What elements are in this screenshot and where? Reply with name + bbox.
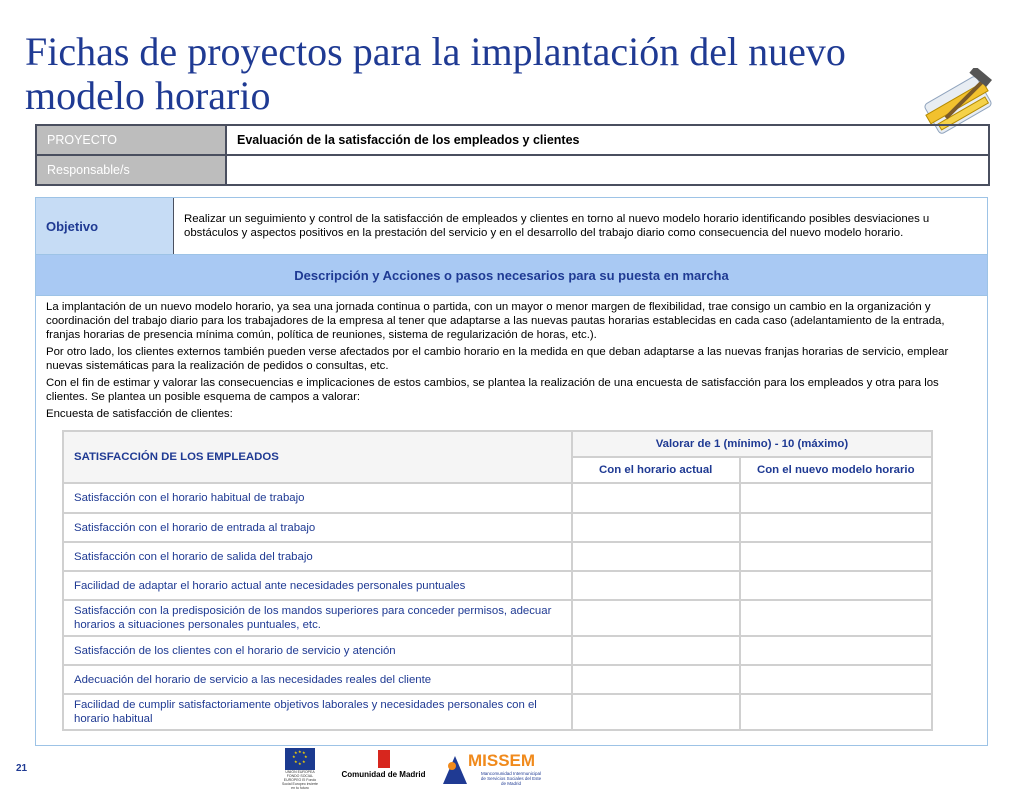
project-label: PROYECTO	[36, 125, 226, 155]
rating-cell-new[interactable]	[740, 542, 932, 571]
rating-cell-new[interactable]	[740, 513, 932, 542]
table-row	[63, 542, 932, 571]
table-row	[63, 665, 932, 694]
objective-row	[36, 198, 987, 255]
objective-text: Realizar un seguimiento y control de la satisfacción de empleados y clientes en torno al nuevo modelo horario identificando posibles desviaciones u obstáculos y aspectos positivos en la prestación del servicio y en el desarrollo del trabajo diario como consecuencia del nuevo modelo horario.	[184, 213, 930, 239]
svg-text:★: ★	[298, 749, 302, 754]
rating-cell-current[interactable]	[572, 665, 740, 694]
survey-row-label: Adecuación del horario de servicio a las necesidades reales del cliente	[63, 665, 572, 694]
svg-text:★: ★	[294, 750, 298, 755]
rating-cell-current[interactable]	[572, 483, 740, 513]
survey-row-label: Facilidad de adaptar el horario actual ante necesidades personales puntuales	[63, 571, 572, 600]
svg-text:★: ★	[302, 759, 306, 764]
rating-cell-new[interactable]	[740, 571, 932, 600]
svg-text:★: ★	[302, 750, 306, 755]
survey-row-label: Facilidad de cumplir satisfactoriamente objetivos laborales y necesidades personales con el horario habitual	[63, 694, 572, 730]
survey-col-new: Con el nuevo modelo horario	[740, 457, 932, 483]
rating-cell-new[interactable]	[740, 694, 932, 730]
svg-text:★: ★	[298, 761, 302, 766]
survey-col-current: Con el horario actual	[572, 457, 740, 483]
survey-row-label: Satisfacción con el horario habitual de trabajo	[63, 483, 572, 513]
survey-header-rating: Valorar de 1 (mínimo) - 10 (máximo)	[572, 431, 932, 457]
survey-header-main: SATISFACCIÓN DE LOS EMPLEADOS	[63, 431, 572, 483]
description-paragraph: La implantación de un nuevo modelo horario, ya sea una jornada continua o partida, con un mayor o menor margen de flexibilidad, trae consigo un cambio en la organización y coordinación del trabajo diario para los trabajadores de la empresa al tener que adaptarse a las nuevas pautas horarias establecidas en cada caso (adelantamiento de la entrada, franjas horarias de presencia mínima común, política de reuniones, sistema de regularización de horas, etc.).	[46, 301, 945, 341]
project-value: Evaluación de la satisfacción de los empleados y clientes	[226, 125, 989, 155]
rating-cell-current[interactable]	[572, 694, 740, 730]
svg-text:★: ★	[294, 759, 298, 764]
table-row	[63, 600, 932, 636]
svg-text:★: ★	[292, 754, 296, 759]
rating-cell-current[interactable]	[572, 571, 740, 600]
missem-mark-icon	[440, 748, 470, 788]
svg-text:★: ★	[304, 754, 308, 759]
description-header: Descripción y Acciones o pasos necesarios para su puesta en marcha	[36, 255, 987, 296]
table-row	[63, 571, 932, 600]
survey-row-label: Satisfacción con el horario de salida del trabajo	[63, 542, 572, 571]
table-row	[63, 483, 932, 513]
missem-logo	[440, 748, 545, 791]
rating-cell-new[interactable]	[740, 665, 932, 694]
comunidad-madrid-text: Comunidad de Madrid	[341, 770, 426, 779]
survey-row-label: Satisfacción con el horario de entrada al trabajo	[63, 513, 572, 542]
project-table	[35, 124, 990, 186]
eu-logo	[280, 748, 320, 791]
eu-flag-icon	[285, 748, 315, 770]
description-paragraph: Con el fin de estimar y valorar las consecuencias e implicaciones de estos cambios, se plantea la realización de una encuesta de satisfacción para los empleados y otra para los clientes. Se plantea un posible esquema de campos a valorar:	[46, 377, 939, 403]
comunidad-madrid-logo	[336, 748, 431, 791]
page-number: 21	[16, 763, 28, 774]
table-row	[63, 694, 932, 730]
rating-cell-new[interactable]	[740, 483, 932, 513]
rating-cell-current[interactable]	[572, 600, 740, 636]
description-paragraph: Por otro lado, los clientes externos también pueden verse afectados por el cambio horario en la medida en que deban adaptarse a las nuevas franjas horarias de servicio, emplear nuevas sistemáticas para la realización de pedidos o consultas, etc.	[46, 346, 949, 372]
rating-cell-current[interactable]	[572, 542, 740, 571]
missem-name: MISSEM	[468, 751, 536, 770]
eu-text: UNIÓN EUROPEA FONDO SOCIAL EUROPEO El Fondo Social Europeo invierte en tu futuro	[282, 770, 318, 790]
project-panel	[35, 197, 988, 746]
responsible-label: Responsable/s	[36, 155, 226, 185]
description-body	[36, 296, 987, 421]
comunidad-madrid-flag-icon	[378, 750, 390, 768]
rating-cell-current[interactable]	[572, 513, 740, 542]
table-row	[63, 636, 932, 665]
survey-row-label: Satisfacción de los clientes con el horario de servicio y atención	[63, 636, 572, 665]
missem-subtitle: Mancomunidad Intermunicipal de Servicios Sociales del Este de Madrid	[480, 771, 542, 786]
rating-cell-current[interactable]	[572, 636, 740, 665]
table-row	[63, 513, 932, 542]
page-title: Fichas de proyectos para la implantación del nuevo modelo horario	[25, 29, 846, 118]
rating-cell-new[interactable]	[740, 600, 932, 636]
objective-label: Objetivo	[36, 198, 174, 254]
survey-row-label: Satisfacción con la predisposición de los mandos superiores para conceder permisos, adecuar horarios a situaciones personales puntuales, etc.	[63, 600, 572, 636]
rating-cell-new[interactable]	[740, 636, 932, 665]
responsible-value	[226, 155, 989, 185]
survey-table	[62, 430, 933, 731]
description-paragraph: Encuesta de satisfacción de clientes:	[46, 408, 233, 420]
